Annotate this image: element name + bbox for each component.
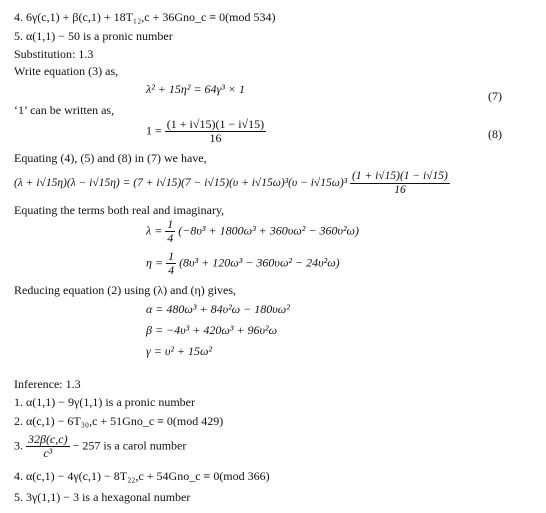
line-equating-4-5-8: Equating (4), (5) and (8) in (7) we have,: [14, 151, 207, 165]
equation-8-numerator: (1 + i√15)(1 − i√15): [166, 117, 265, 131]
equation-8: [146, 118, 266, 145]
equation-factored: [14, 170, 450, 197]
line-reducing-equation-2: Reducing equation (2) using (λ) and (η) gives,: [14, 283, 237, 297]
lambda-lhs: λ =: [146, 223, 163, 238]
equation-number-8: (8): [488, 127, 502, 141]
line-congruence-534: 4. 6γ(c,1) + β(c,1) + 18T₁₂,c + 36Gno_c ≡ 0(mod 534): [14, 10, 276, 24]
equation-lambda: [146, 218, 359, 245]
line-one-can-be-written: ‘1’ can be written as,: [14, 103, 115, 117]
inference-3-denominator: c³: [43, 446, 53, 460]
inference-item-4: 4. α(c,1) − 4γ(c,1) − 8T₂₂,c + 54Gno_c ≡ 0(mod 366): [14, 469, 270, 483]
equation-factored-numerator: (1 + i√15)(1 − i√15): [352, 170, 448, 182]
lambda-fraction: [165, 218, 175, 245]
equation-number-7: (7): [488, 89, 502, 103]
inference-item-5: 5. 3γ(1,1) − 3 is a hexagonal number: [14, 490, 191, 504]
section-heading-substitution: Substitution: 1.3: [14, 47, 94, 61]
inference-3-suffix: − 257 is a carol number: [72, 438, 187, 453]
line-write-equation: Write equation (3) as,: [14, 64, 119, 78]
inference-3-fraction: [26, 433, 70, 460]
eta-denominator: 4: [168, 263, 175, 277]
equation-8-denominator: 16: [209, 131, 222, 145]
inference-3-numerator: 32β(c,c): [28, 432, 68, 446]
equation-eta: [146, 250, 340, 277]
inference-item-2: 2. α(c,1) − 6T₃₀,c + 51Gno_c ≡ 0(mod 429): [14, 414, 224, 428]
lambda-numerator: 1: [167, 217, 174, 231]
lambda-rhs: (−8υ³ + 1800ω³ + 360υω² − 360υ²ω): [178, 223, 360, 238]
equation-gamma: γ = υ² + 15ω²: [146, 344, 213, 358]
eta-numerator: 1: [168, 249, 175, 263]
equation-factored-denominator: 16: [394, 184, 406, 196]
eta-fraction: [166, 250, 176, 277]
equation-factored-fraction: [350, 170, 450, 197]
line-equating-real-imaginary: Equating the terms both real and imaginary,: [14, 203, 225, 217]
inference-3-prefix: 3.: [14, 438, 23, 453]
line-pronic-number: 5. α(1,1) − 50 is a pronic number: [14, 29, 173, 43]
equation-beta: β = −4υ³ + 420ω³ + 96υ²ω: [146, 323, 278, 337]
eta-lhs: η =: [146, 255, 164, 270]
equation-8-lhs: 1 =: [146, 123, 162, 138]
inference-item-3: [14, 433, 186, 460]
equation-factored-main: (λ + i√15η)(λ − i√15η) = (7 + i√15)(7 − i√15)(υ + i√15ω)³(υ − i√15ω)³: [14, 177, 348, 190]
lambda-denominator: 4: [167, 231, 174, 245]
inference-item-1: 1. α(1,1) − 9γ(1,1) is a pronic number: [14, 395, 195, 409]
equation-8-fraction: [165, 118, 266, 145]
section-heading-inference: Inference: 1.3: [14, 377, 81, 391]
equation-7: λ² + 15η² = 64γ³ × 1: [146, 82, 245, 96]
equation-alpha: α = 480ω³ + 84υ²ω − 180υω²: [146, 302, 290, 316]
eta-rhs: (8υ³ + 120ω³ − 360υω² − 24υ²ω): [179, 255, 340, 270]
